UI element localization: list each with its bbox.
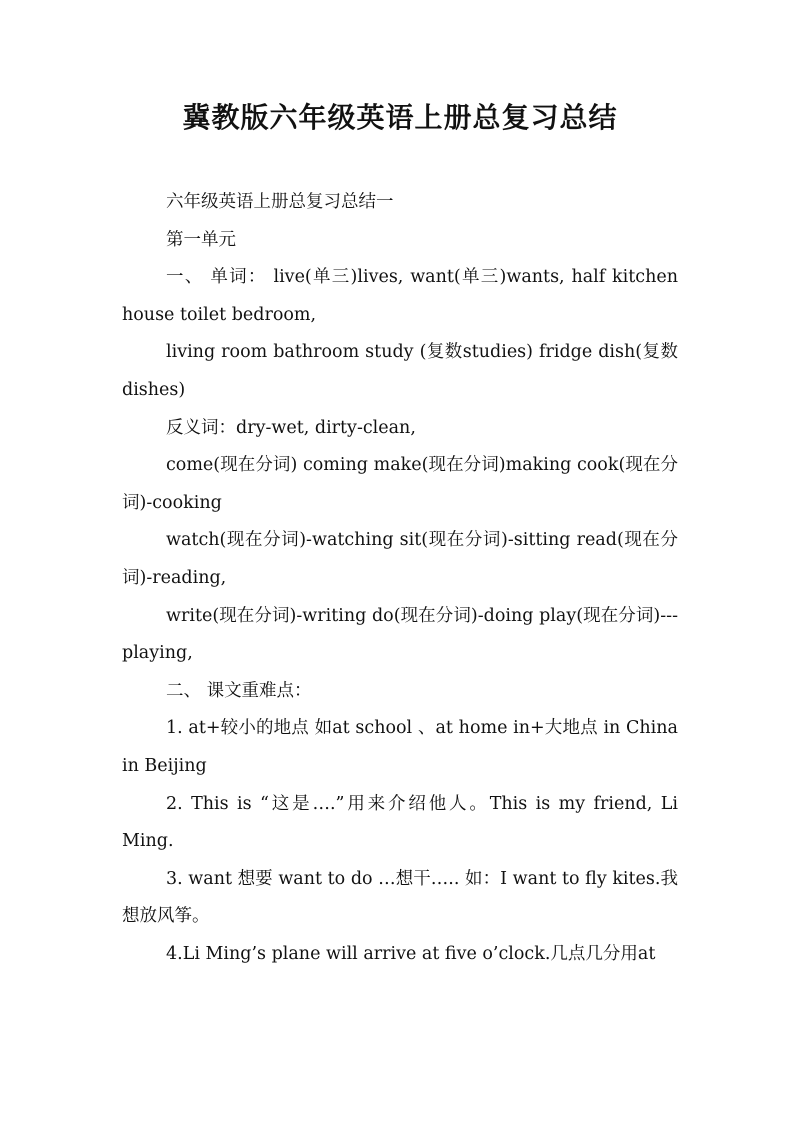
paragraph-vocabulary-rooms: living room bathroom study (复数studies) fridge dish(复数dishes): [122, 342, 678, 400]
paragraph-section-title: 六年级英语上册总复习总结一: [166, 192, 394, 212]
paragraph-point-1: 1. at+较小的地点 如at school 、at home in+大地点 in China in Beijing: [122, 718, 684, 776]
paragraph-vocabulary: 一、 单词： live(单三)lives, want(单三)wants, half kitchen house toilet bedroom,: [122, 267, 684, 325]
paragraph-unit-heading: 第一单元: [166, 229, 236, 250]
paragraph-point-2: 2. This is “这是….”用来介绍他人。This is my friend, Li Ming.: [122, 793, 684, 852]
paragraph-key-points-heading: 二、 课文重难点：: [166, 680, 312, 701]
paragraph-participles-1: come(现在分词) coming make(现在分词)making cook(现在分词)-cooking: [122, 455, 678, 513]
paragraph-point-3: 3. want 想要 want to do …想干….. 如：I want to fly kites.我想放风筝。: [122, 868, 678, 927]
document-body: [122, 184, 684, 973]
document-title: 冀教版六年级英语上册总复习总结: [182, 101, 618, 134]
paragraph-antonyms: 反义词：dry-wet, dirty-clean,: [166, 417, 416, 438]
paragraph-participles-2: watch(现在分词)-watching sit(现在分词)-sitting read(现在分词)-reading,: [122, 530, 678, 588]
paragraph-participles-3: write(现在分词)-writing do(现在分词)-doing play(现在分词)---playing,: [122, 605, 678, 664]
paragraph-point-4: 4.Li Ming’s plane will arrive at five o’clock.几点几分用at: [166, 943, 656, 964]
